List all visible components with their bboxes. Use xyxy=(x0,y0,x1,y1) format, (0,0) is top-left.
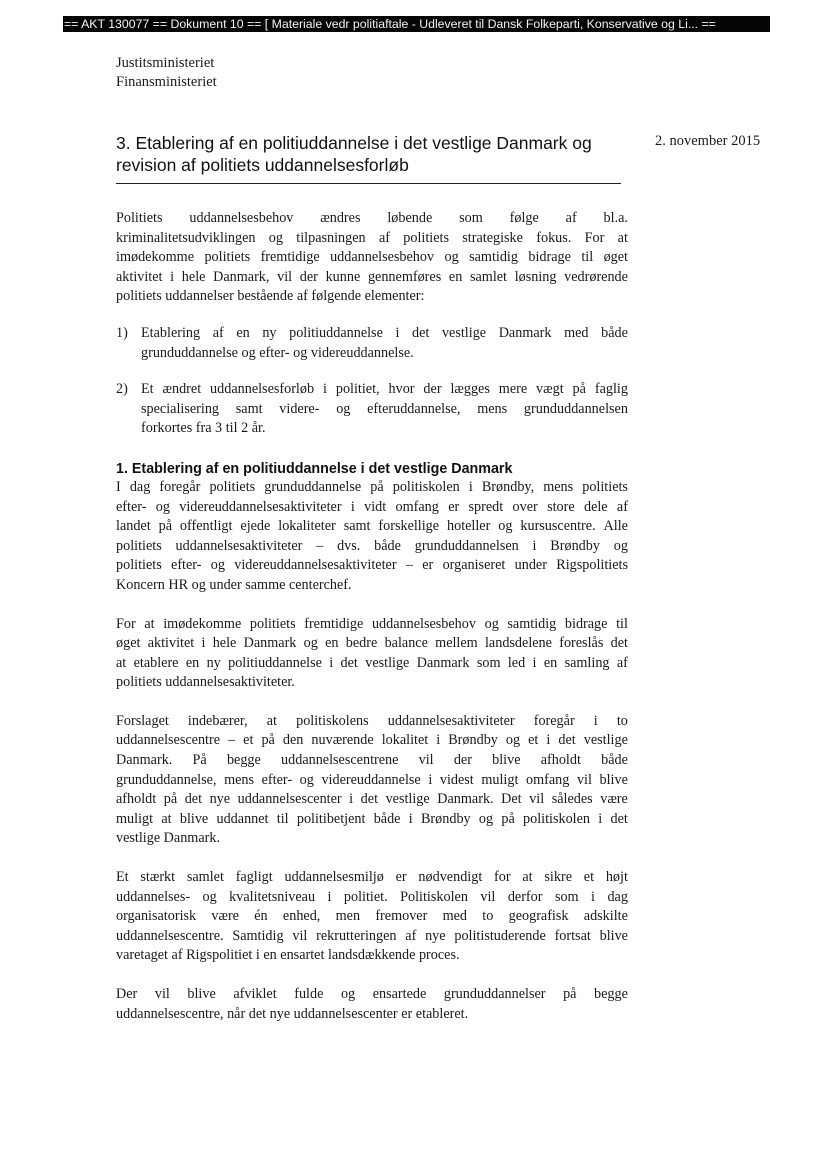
text-line: politiets uddannelser bestående af følgende elementer: xyxy=(116,288,425,305)
text-line: Politiets uddannelsesbehov ændres løbende som følge af bl.a. xyxy=(116,210,628,226)
spacer xyxy=(116,307,628,324)
document-title xyxy=(116,132,616,176)
text-line: organisatorisk være én enhed, men fremover med to geografisk adskilte xyxy=(116,908,628,925)
text-line: Forslaget indebærer, at politiskolens uddannelsesaktiviteter foregår i to xyxy=(116,712,628,729)
text-line: politiets uddannelsesaktiviteter. xyxy=(116,674,295,691)
text-line: uddannelsescentre. Samtidig vil rekrutteringen af nye politistuderende fortsat blive xyxy=(116,927,628,944)
body-paragraph xyxy=(116,985,628,1024)
text-line: politiets efter- og videreuddannelsesaktiviteter – er organiseret under Rigspolitiets xyxy=(116,557,628,574)
text-line: Etablering af en ny politiuddannelse i det vestlige Danmark med både xyxy=(141,324,628,341)
text-line: Der vil blive afviklet fulde og ensartede grunduddannelser på begge xyxy=(116,986,628,1002)
document-header-banner: == AKT 130077 == Dokument 10 == [ Materiale vedr politiaftale - Udleveret til Dansk Folkeparti, Konservative og Li... == xyxy=(63,16,770,32)
sender-line: Finansministeriet xyxy=(116,74,217,90)
text-line: varetaget af Rigspolitiet i en ensartet landsdækkende proces. xyxy=(116,947,460,964)
document-body xyxy=(116,209,628,1024)
text-line: øget aktivitet i hele Danmark og en bedre balance mellem landsdelene foreslås det xyxy=(116,635,628,652)
section-heading: 1. Etablering af en politiuddannelse i det vestlige Danmark xyxy=(116,460,513,477)
spacer xyxy=(116,693,628,712)
list-item xyxy=(116,380,628,439)
list-item-number: 1) xyxy=(116,324,128,341)
text-line: Danmark. På begge uddannelsescentrene vil der blive afholdt både xyxy=(116,752,628,769)
spacer xyxy=(116,363,628,380)
list-item-text xyxy=(141,324,628,363)
list-item-text xyxy=(141,380,628,439)
list-item xyxy=(116,324,628,363)
spacer xyxy=(116,966,628,985)
text-line: vestlige Danmark. xyxy=(116,830,221,847)
text-line: kriminalitetsudviklingen og tilpasningen af politiets strategiske fokus. For at xyxy=(116,229,628,246)
text-line: specialisering samt videre- og efteruddannelse, mens grunduddannelsen xyxy=(141,400,628,417)
title-line: 3. Etablering af en politiuddannelse i det vestlige Danmark og xyxy=(116,133,592,153)
text-line: For at imødekomme politiets fremtidige uddannelsesbehov og samtidig bidrage til xyxy=(116,615,628,632)
body-paragraph xyxy=(116,712,628,849)
text-line: aktivitet i hele Danmark, vil der kunne gennemføres en samlet løsning vedrørende xyxy=(116,268,628,285)
body-paragraph xyxy=(116,478,628,596)
body-paragraph xyxy=(116,868,628,966)
text-line: Et ændret uddannelsesforløb i politiet, hvor der lægges mere vægt på faglig xyxy=(141,381,628,398)
text-line: uddannelses- og kvalitetsniveau i politiet. Politiskolen vil derfor som i dag xyxy=(116,888,628,905)
text-line: Et stærkt samlet fagligt uddannelsesmiljø er nødvendigt for at sikre et højt xyxy=(116,869,628,886)
text-line: forkortes fra 3 til 2 år. xyxy=(141,420,266,437)
title-divider xyxy=(116,183,621,184)
sender-line: Justitsministeriet xyxy=(116,55,215,71)
text-line: efter- og videreuddannelsesaktiviteter i vidt omfang er spredt over store dele af xyxy=(116,498,628,515)
spacer xyxy=(116,596,628,615)
title-line: revision af politiets uddannelsesforløb xyxy=(116,155,409,175)
text-line: politiets uddannelsesaktiviteter – dvs. både grunduddannelsen i Brøndby og xyxy=(116,537,628,554)
text-line: uddannelsescentre – et på den nuværende lokalitet i Brøndby og et i det vestlige xyxy=(116,732,628,749)
text-line: landet på offentligt ejede lokaliteter samt forskellige hoteller og kursuscentre. Alle xyxy=(116,518,628,535)
text-line: imødekomme politiets fremtidige uddannelsesbehov og samtidig bidrage til øget xyxy=(116,249,628,266)
body-paragraph xyxy=(116,615,628,693)
sender-block xyxy=(116,54,217,92)
text-line: uddannelsescentre, når det nye uddannelsescenter er etableret. xyxy=(116,1005,469,1022)
text-line: muligt at blive uddannet til politibetjent både i Brøndby og på politiskolen i det xyxy=(116,810,628,827)
text-line: at etablere en ny politiuddannelse i det vestlige Danmark som led i en samling af xyxy=(116,654,628,671)
spacer xyxy=(116,439,628,458)
text-line: grunduddannelse, mens efter- og videreuddannelse i videst muligt omfang vil blive xyxy=(116,771,628,788)
list-item-number: 2) xyxy=(116,381,128,398)
text-line: Koncern HR og under samme centerchef. xyxy=(116,576,352,593)
text-line: afholdt på det nye uddannelsescenter i det vestlige Danmark. Det vil således være xyxy=(116,791,628,808)
text-line: grunduddannelse og efter- og videreuddannelse. xyxy=(141,344,414,361)
intro-paragraph xyxy=(116,209,628,307)
spacer xyxy=(116,849,628,868)
text-line: I dag foregår politiets grunduddannelse på politiskolen i Brøndby, mens politiets xyxy=(116,478,628,495)
document-date: 2. november 2015 xyxy=(655,133,761,149)
